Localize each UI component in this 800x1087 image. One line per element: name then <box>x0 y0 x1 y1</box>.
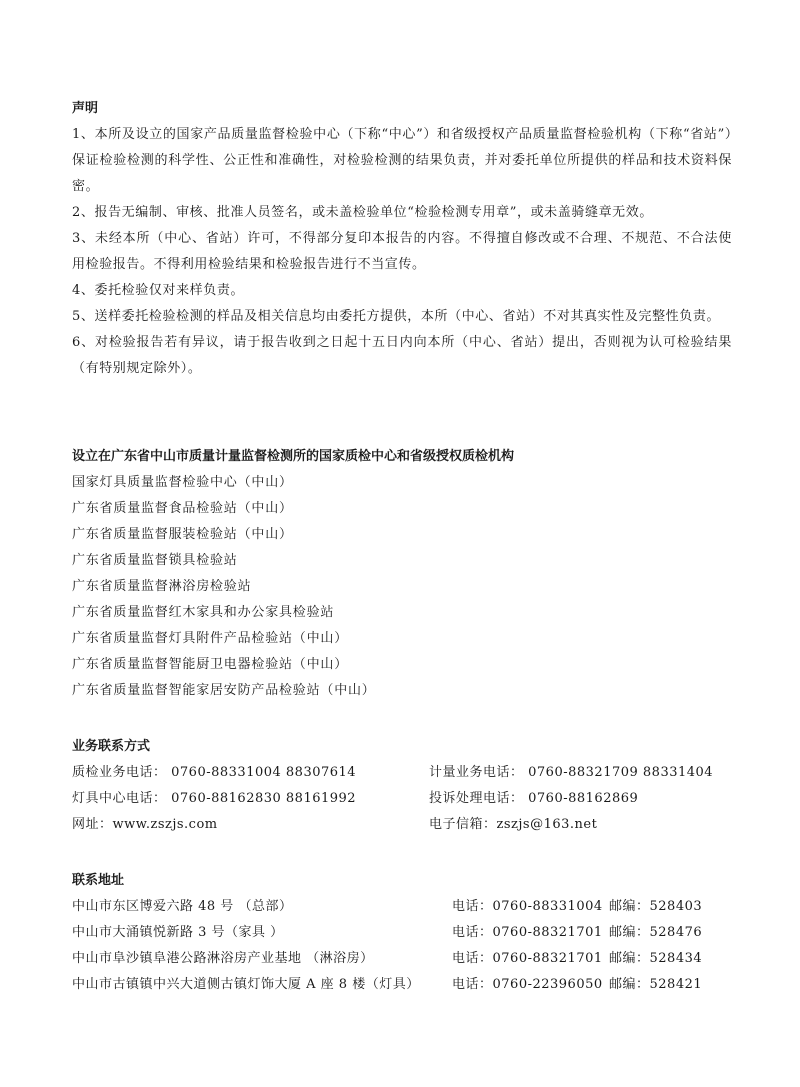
quality-inspection-phone: 质检业务电话： 0760-88331004 88307614 <box>72 765 357 780</box>
address-phone: 电话：0760-88321701 <box>452 951 603 966</box>
address-phone: 电话：0760-22396050 <box>452 977 603 992</box>
business-contact-section <box>72 734 732 838</box>
metrology-phone: 计量业务电话： 0760-88321709 88331404 <box>429 765 714 780</box>
organization-item: 广东省质量监督红木家具和办公家具检验站 <box>72 605 335 620</box>
address-phone: 电话：0760-88321701 <box>452 925 603 940</box>
business-contact-row <box>72 812 732 838</box>
organization-item: 国家灯具质量监督检验中心（中山） <box>72 475 293 490</box>
organization-item: 广东省质量监督锁具检验站 <box>72 553 238 568</box>
address-text: 中山市古镇镇中兴大道侧古镇灯饰大厦 A 座 8 楼（灯具） <box>72 977 420 992</box>
website-link[interactable]: 网址：www.zszjs.com <box>72 817 218 832</box>
address-phone: 电话：0760-88331004 <box>452 899 603 914</box>
organization-item: 广东省质量监督淋浴房检验站 <box>72 579 252 594</box>
complaint-phone: 投诉处理电话： 0760-88162869 <box>429 791 639 806</box>
email-link[interactable]: 电子信箱：zszjs@163.net <box>429 817 598 832</box>
statement-item: 3、未经本所（中心、省站）许可，不得部分复印本报告的内容。不得擅自修改或不合理、不规范、不合法使用检验报告。不得利用检验结果和检验报告进行不当宣传。 <box>72 231 732 272</box>
statement-section <box>72 96 732 382</box>
address-postcode: 邮编：528476 <box>609 925 703 940</box>
organizations-title: 设立在广东省中山市质量计量监督检测所的国家质检中心和省级授权质检机构 <box>72 449 515 464</box>
address-title: 联系地址 <box>72 873 125 888</box>
address-postcode: 邮编：528421 <box>609 977 703 992</box>
organization-item: 广东省质量监督智能家居安防产品检验站（中山） <box>72 683 376 698</box>
address-row <box>72 946 732 972</box>
organization-item: 广东省质量监督灯具附件产品检验站（中山） <box>72 631 349 646</box>
address-text: 中山市大涌镇悦新路 3 号（家具 ） <box>72 925 284 940</box>
address-text: 中山市阜沙镇阜港公路淋浴房产业基地 （淋浴房） <box>72 951 374 966</box>
statement-item: 4、委托检验仅对来样负责。 <box>72 283 245 298</box>
business-contact-title: 业务联系方式 <box>72 739 151 754</box>
statement-title: 声明 <box>72 101 99 116</box>
address-row <box>72 894 732 920</box>
address-text: 中山市东区博爱六路 48 号 （总部） <box>72 899 293 914</box>
statement-item: 5、送样委托检验检测的样品及相关信息均由委托方提供，本所（中心、省站）不对其真实性及完整性负责。 <box>72 309 721 324</box>
lighting-center-phone: 灯具中心电话： 0760-88162830 88161992 <box>72 791 357 806</box>
organization-item: 广东省质量监督食品检验站（中山） <box>72 501 293 516</box>
address-row <box>72 920 732 946</box>
statement-item: 1、本所及设立的国家产品质量监督检验中心（下称“中心”）和省级授权产品质量监督检验机构（下称“省站”）保证检验检测的科学性、公正性和准确性，对检验检测的结果负责，并对委托单位所提供的样品和技术资料保密。 <box>72 127 732 194</box>
organization-item: 广东省质量监督智能厨卫电器检验站（中山） <box>72 657 349 672</box>
address-row <box>72 972 732 998</box>
business-contact-row <box>72 786 732 812</box>
organization-item: 广东省质量监督服装检验站（中山） <box>72 527 293 542</box>
statement-item: 6、对检验报告若有异议，请于报告收到之日起十五日内向本所（中心、省站）提出，否则视为认可检验结果（有特别规定除外）。 <box>72 335 732 376</box>
statement-item: 2、报告无编制、审核、批准人员签名，或未盖检验单位“检验检测专用章”，或未盖骑缝章无效。 <box>72 205 653 220</box>
address-postcode: 邮编：528403 <box>609 899 703 914</box>
organizations-section <box>72 444 732 704</box>
address-section <box>72 868 732 998</box>
business-contact-row <box>72 760 732 786</box>
address-postcode: 邮编：528434 <box>609 951 703 966</box>
